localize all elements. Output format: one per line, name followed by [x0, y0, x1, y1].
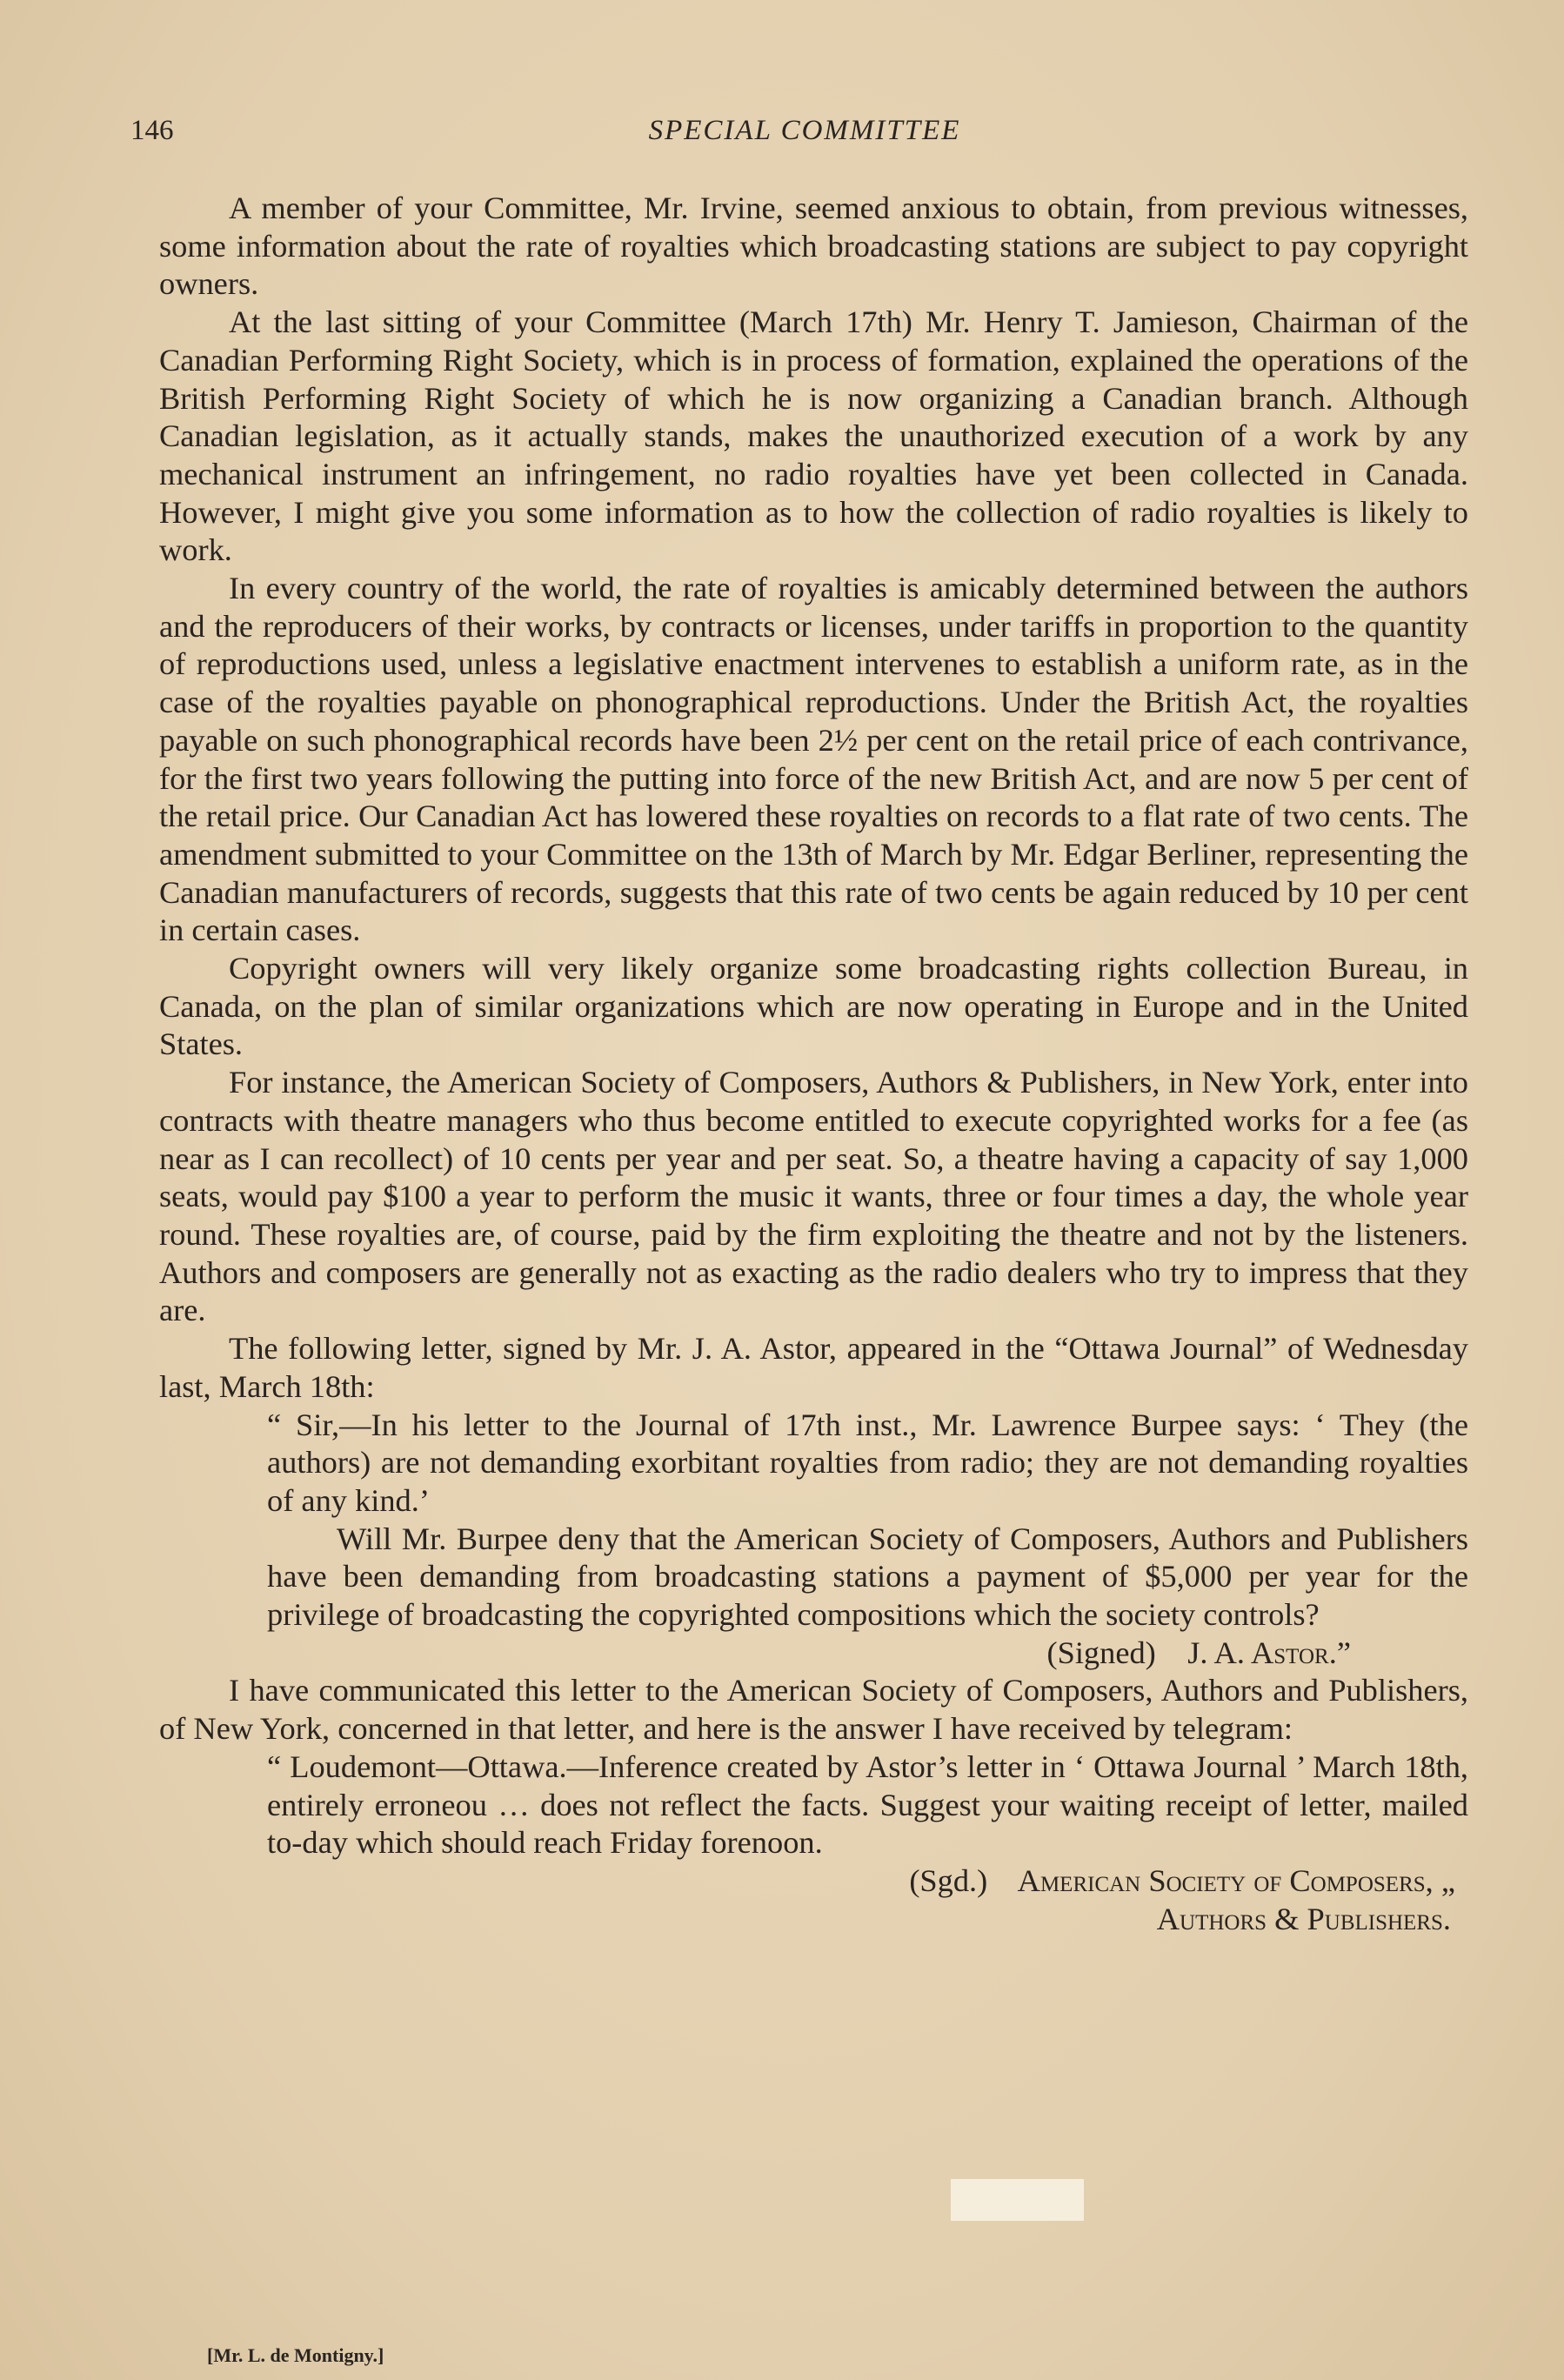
faded-area: [951, 2179, 1084, 2221]
paragraph: A member of your Committee, Mr. Irvine, seemed anxious to obtain, from previous witnesses, some information about the rate of royalties which broadcasting stations are subject to pay copyright owners.: [159, 191, 1468, 302]
paragraph: At the last sitting of your Committee (March 17th) Mr. Henry T. Jamieson, Chairman of the Canadian Performing Right Society, which is in process of formation, explained the operations of the British Performing Right Society of which he is now organizing a Canadian branch. Although Canadian legislation, as it actually stands, makes the unauthorized execution of a work by any mechanical instrument an infringement, no radio royalties have yet been collected in Canada. However, I might give you some information as to how the collection of radio royalties is likely to work.: [159, 304, 1468, 568]
letter-signature: [159, 1635, 1468, 1673]
telegram-signature-line-2: Authors & Publishers.: [1156, 1901, 1451, 1936]
paragraph: The following letter, signed by Mr. J. A. Astor, appeared in the “Ottawa Journal” of Wednesday last, March 18th:: [159, 1331, 1468, 1404]
paragraph: For instance, the American Society of Composers, Authors & Publishers, in New York, enter into contracts with theatre managers who thus become entitled to execute copyrighted works for a fee (as near as I can recollect) of 10 cents per year and per seat. So, a theatre having a capacity of say 1,000 seats, would pay $100 a year to perform the music it wants, three or four times a day, the whole year round. These royalties are, of course, paid by the firm exploiting the theatre and not by the listeners. Authors and composers are generally not as exacting as the radio dealers who try to impress that they are.: [159, 1065, 1468, 1328]
page-number: 146: [130, 115, 174, 146]
body-text: [159, 190, 1468, 1938]
quoted-telegram: “ Loudemont—Ottawa.—Inference created by Astor’s letter in ‘ Ottawa Journal ’ March 18th, entirely erroneou … does not reflect the facts. Suggest your waiting receipt of letter, mailed to-day which should reach Friday forenoon.: [267, 1748, 1468, 1861]
paragraph: Copyright owners will very likely organize some broadcasting rights collection Bureau, in Canada, on the plan of similar organizations which are now operating in Europe and in the United States.: [159, 951, 1468, 1062]
speaker-note: [Mr. L. de Montigny.]: [207, 2344, 384, 2366]
signature-name: J. A. Astor.”: [1187, 1635, 1351, 1670]
quoted-letter: Will Mr. Burpee deny that the American Society of Composers, Authors and Publishers have been demanding from broadcasting stations a payment of $5,000 per year for the privilege of broadcasting the copyrighted compositions which the society controls?: [267, 1521, 1468, 1633]
signature-prefix: (Signed): [1046, 1635, 1156, 1670]
paragraph: In every country of the world, the rate of royalties is amicably determined between the authors and the reproducers of their works, by contracts or licenses, under tariffs in proportion to the quantity of reproductions used, unless a legislative enactment intervenes to establish a uniform rate, as in the case of the royalties payable on phonographical reproductions. Under the British Act, the royalties payable on such phonographical records have been 2½ per cent on the retail price of each contrivance, for the first two years following the putting into force of the new British Act, and are now 5 per cent of the retail price. Our Canadian Act has lowered these royalties on records to a flat rate of two cents. The amendment submitted to your Committee on the 13th of March by Mr. Edgar Berliner, representing the Canadian manufacturers of records, suggests that this rate of two cents be again reduced by 10 per cent in certain cases.: [159, 571, 1468, 948]
signature-line: American Society of Composers, „: [1017, 1862, 1455, 1898]
signature-prefix: (Sgd.): [909, 1862, 988, 1898]
running-head: SPECIAL COMMITTEE: [648, 115, 961, 146]
page-header: [130, 115, 1479, 158]
telegram-signature: [159, 1862, 1468, 1901]
paragraph: I have communicated this letter to the American Society of Composers, Authors and Publishers, of New York, concerned in that letter, and here is the answer I have received by telegram:: [159, 1673, 1468, 1747]
quoted-letter: “ Sir,—In his letter to the Journal of 17th inst., Mr. Lawrence Burpee says: ‘ They (the authors) are not demanding exorbitant royalties from radio; they are not demanding royalties of any kind.’: [267, 1407, 1468, 1518]
